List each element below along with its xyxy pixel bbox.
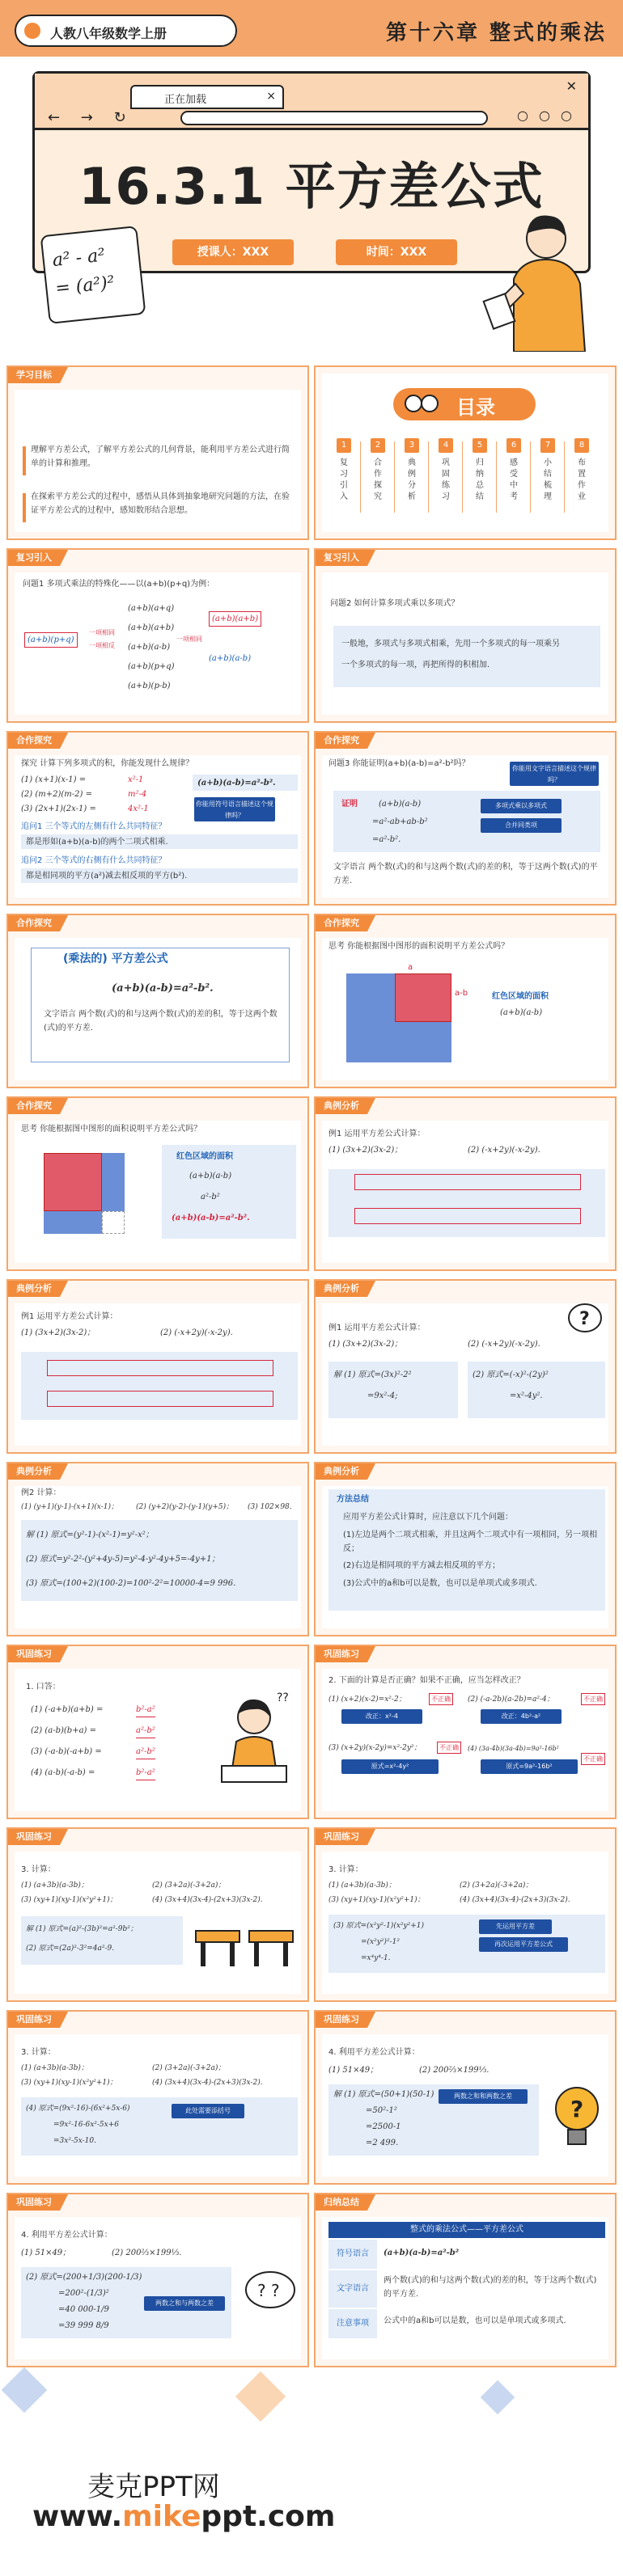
slide-example-1a [314, 1096, 617, 1271]
question: 3. 计算： [21, 2048, 56, 2057]
hint-bubble: 你能用符号语言描述这个规律吗？ [194, 797, 275, 821]
problem: (3) (xy+1)(xy-1)(x²y²+1)； [21, 1896, 117, 1904]
row-3: (3) (2x+1)(2x-1) = [21, 804, 96, 813]
slide-tag: 合作探究 [8, 915, 60, 931]
thinking-cloud-icon [241, 2266, 298, 2330]
item: (4) (3a-4b)(3a-4b)=9a²-16b² [468, 1745, 559, 1752]
slide-explore-2 [314, 731, 617, 906]
step-badge: 此处需要添括号 [172, 2104, 244, 2118]
contents-item[interactable] [330, 438, 358, 519]
follow-q2: 追问2 三个等式的右侧有什么共同特征？ [21, 856, 167, 865]
hint-bubble: 你能用文字语言描述这个规律吗？ [510, 762, 599, 786]
formula: (a+b)(a-b)=a²-b². [112, 982, 214, 995]
problem-2: (2) (-x+2y)(-x-2y). [468, 1146, 540, 1155]
solution-line: =x²-4y². [510, 1391, 543, 1400]
slide-tag: 典例分析 [316, 1463, 367, 1480]
question: 3. 计算： [328, 1865, 363, 1874]
slide-tag: 巩固练习 [8, 2012, 60, 2028]
contents-divider [564, 441, 565, 513]
slide-think-2 [6, 1096, 309, 1271]
brand-name: 麦克PPT网 [87, 2471, 220, 2503]
answer: a²-b² [136, 1724, 155, 1738]
item: (1) (x+2)(x-2)=x²-2； [328, 1696, 406, 1704]
slide-tag: 巩固练习 [316, 2012, 367, 2028]
slide-method-summary [314, 1462, 617, 1636]
tab-label: 正在加载 [164, 94, 207, 106]
bullet-bar [23, 493, 26, 522]
slide-body [15, 938, 301, 1080]
result-1: x²-1 [128, 775, 144, 784]
brand-url[interactable] [32, 2500, 335, 2533]
contents-item[interactable] [534, 438, 562, 519]
time-pill: 时间：XXX [336, 239, 457, 265]
slide-body [322, 572, 608, 715]
problem: (2) (3+2a)(-3+2a)； [460, 1881, 533, 1890]
slide-tag: 典例分析 [316, 1098, 367, 1114]
formula-boxes [47, 1391, 273, 1407]
contents-divider [360, 441, 361, 513]
hero-section [0, 0, 623, 356]
solution-line: (4) 原式=(9x²-16)-(6x²+5x-6) [26, 2105, 130, 2113]
problem: (4) (3x+4)(3x-4)-(2x+3)(3x-2). [152, 1896, 263, 1904]
expr: (a+b)(p-b) [128, 682, 171, 690]
problem: (3) (xy+1)(xy-1)(x²y²+1)； [328, 1896, 425, 1904]
goal-2: 在探索平方差公式的过程中，感悟从具体到抽象地研究问题的方法，在验证平方差公式的过程中，感知数形结合思想。 [31, 492, 290, 515]
contents-divider [394, 441, 395, 513]
row-value: 两个数(式)的和与这两个数(式)的差的积，等于这两个数(式)的平方差. [384, 2276, 597, 2299]
slide-body [322, 1486, 608, 1628]
slide-body [322, 1669, 608, 1811]
slide-tag: 合作探究 [8, 1098, 60, 1114]
expr: (a+b)(p+q) [128, 662, 175, 671]
row-head: 文字语言 [328, 2270, 377, 2308]
formula-badge [40, 226, 146, 324]
question: 问题1 多项式乘法的特殊化——以(a+b)(p+q)为例： [23, 580, 215, 589]
slide-tag: 归纳总结 [316, 2194, 367, 2211]
problem: (2) (3+2a)(-3+2a)； [152, 2064, 226, 2072]
contents-number: 5 [473, 438, 487, 453]
problem: (4) (3x+4)(3x-4)-(2x+3)(3x-2). [460, 1896, 570, 1904]
slide-tag: 巩固练习 [316, 1646, 367, 1662]
slide-example-1c [314, 1279, 617, 1454]
answer-line2: 一个多项式的每一项，再把所得的积相加. [341, 661, 490, 669]
close-icon[interactable]: × [266, 90, 276, 103]
step-badge: 多项式乘以多项式 [481, 799, 562, 813]
problem: (1) (a+3b)(a-3b)； [21, 1881, 88, 1890]
row-head: 注意事项 [328, 2309, 377, 2338]
slide-example-2 [6, 1462, 309, 1636]
contents-label: 巩固练习 [442, 458, 450, 501]
slide-practice-3b [314, 1827, 617, 2002]
course-pill [15, 15, 237, 47]
slide-practice-2 [314, 1645, 617, 1819]
problem: (4) (3x+4)(3x-4)-(2x+3)(3x-2). [152, 2079, 263, 2087]
step-badge: 两数之和和两数之差 [439, 2089, 528, 2104]
row-value: 公式中的a和b可以是数，也可以是单项式或多项式. [384, 2316, 566, 2325]
formula-boxes [354, 1208, 581, 1224]
problem: (1) (a+3b)(a-3b)； [21, 2064, 88, 2072]
contents-number: 3 [405, 438, 419, 453]
solution-line: (3) 原式=(x²y²-1)(x²y²+1) [333, 1922, 424, 1930]
contents-item[interactable] [398, 438, 426, 519]
solution-line: =50²-1² [366, 2106, 397, 2115]
slide-explore-1 [6, 731, 309, 906]
proof-line: =a²-b². [372, 835, 401, 844]
slide-tag: 合作探究 [8, 733, 60, 749]
svg-text:?: ? [579, 1309, 590, 1329]
slide-body [15, 1486, 301, 1628]
relation-label: 一项相反 [89, 642, 115, 649]
slide-think-1 [314, 914, 617, 1088]
solution-line: 解 (1) 原式=(3x)²-2² [333, 1370, 412, 1379]
main-title: 16.3.1 平方差公式 [78, 157, 545, 216]
question: 例2 计算： [21, 1489, 61, 1497]
eye-icon [421, 395, 439, 412]
solution-line: =2500-1 [366, 2122, 401, 2131]
question: 思考 你能根据图中图形的面积说明平方差公式吗？ [21, 1125, 202, 1134]
badge-line2: = (a²)² [54, 272, 116, 299]
solution-line: (3) 原式=(100+2)(100-2)=100²-2²=10000-4=9 996. [26, 1579, 236, 1588]
step-badge: 合并同类项 [481, 818, 562, 833]
problem-1: (1) (y+1)(y-1)-(x+1)(x-1)； [21, 1503, 118, 1511]
slide-body [15, 2034, 301, 2177]
step-badge: 先运用平方差 [479, 1919, 552, 1934]
slide-formula [6, 914, 309, 1088]
slide-body [15, 755, 301, 897]
contents-label: 小结梳理 [544, 458, 552, 501]
slide-body [15, 1669, 301, 1811]
slide-summary [314, 2193, 617, 2367]
follow-q1: 追问1 三个等式的左侧有什么共同特征？ [21, 822, 167, 831]
answer: b²-a² [136, 1766, 155, 1780]
relation-label: 一项相同 [89, 629, 115, 636]
contents-divider [530, 441, 531, 513]
course-label: 人教八年级数学上册 [50, 26, 167, 41]
slide-tag: 合作探究 [316, 915, 367, 931]
slide-tag: 学习目标 [8, 367, 60, 383]
url-bar[interactable] [180, 111, 488, 125]
teacher-illustration [481, 206, 595, 352]
footer-brand [0, 2450, 623, 2576]
formula-desc: 文字语言 两个数(式)的和与这两个数(式)的差的积，等于这两个数(式)的平方差. [44, 1010, 278, 1033]
question-bubble-icon [565, 1300, 605, 1341]
item: (2) (a-b)(b+a) = [31, 1726, 96, 1735]
solution-line: (2) 原式=(200+1/3)(200-1/3) [26, 2273, 142, 2282]
correction: 原式=9a²-16b² [481, 1759, 578, 1774]
problem: (1) 51×49； [328, 2066, 379, 2075]
solution-line: (2) 原式=y²-2²-(y²+4y-5)=y²-4-y²-4y+5=-4y+1； [26, 1555, 220, 1564]
solution-line: =39 999 8/9 [58, 2321, 109, 2330]
slide-tag: 巩固练习 [316, 1829, 367, 1845]
problem: (1) (a+3b)(a-3b)； [328, 1881, 396, 1890]
contents-label: 复习引入 [340, 458, 348, 501]
slide-tag: 典例分析 [8, 1281, 60, 1297]
slide-body [322, 2034, 608, 2177]
problem: (1) 51×49； [21, 2249, 71, 2257]
nav-arrows-icon[interactable]: ← → ↻ [48, 109, 134, 126]
mark: 不正确 [581, 1753, 605, 1765]
answer: b²-a² [136, 1703, 155, 1717]
svg-text:? ?: ? ? [257, 2281, 280, 2300]
solution-line: =9x²-16-6x²-5x+6 [53, 2121, 120, 2129]
question: 1. 口答： [26, 1683, 61, 1691]
proof-line: (a+b)(a-b) [379, 800, 422, 809]
slide-body [322, 938, 608, 1080]
slide-body [15, 2217, 301, 2359]
problem-2: (2) (-x+2y)(-x-2y). [468, 1340, 540, 1349]
slide-tag: 典例分析 [8, 1463, 60, 1480]
bullet-bar [23, 446, 26, 475]
result-2: m²-4 [128, 790, 147, 799]
problem-3: (3) 102×98. [248, 1503, 292, 1511]
url-mid: mike [122, 2500, 201, 2533]
contents-list [330, 438, 604, 519]
proof-line: =a²-ab+ab-b² [372, 817, 428, 826]
slide-tag: 巩固练习 [8, 1646, 60, 1662]
question: 例1 运用平方差公式计算： [21, 1312, 118, 1321]
area-value: (a+b)(a-b) [189, 1172, 232, 1180]
solution-line: =40 000-1/9 [58, 2305, 109, 2314]
summary-line: (1)左边是两个二项式相乘，并且这两个二项式中有一项相同，另一项相反； [343, 1531, 598, 1553]
url-prefix: www. [32, 2500, 123, 2533]
svg-text:?: ? [570, 2096, 584, 2122]
answer-line1: 一般地，多项式与多项式相乘，先用一个多项式的每一项乘另 [341, 640, 560, 648]
item: (2) (-a-2b)(a-2b)=a²-4； [468, 1696, 554, 1704]
contents-item[interactable] [364, 438, 392, 519]
expr: (a+b)(a-b) [128, 643, 171, 652]
slide-tag: 合作探究 [316, 733, 367, 749]
solution-line: (2) 原式=(2a)²-3²=4a²-9. [26, 1945, 115, 1953]
problem: (3) (xy+1)(xy-1)(x²y²+1)； [21, 2079, 117, 2087]
solution-line: (2) 原式=(-x)²-(2y)² [473, 1370, 549, 1379]
lightbulb-icon [549, 2083, 605, 2156]
area-result: (a+b)(a-b)=a²-b². [172, 1214, 250, 1223]
question: 3. 计算： [21, 1865, 56, 1874]
summary-line: 应用平方差公式计算时，应注意以下几个问题： [343, 1513, 513, 1522]
correction: 改正：x²-4 [341, 1709, 422, 1724]
contents-label: 布置作业 [578, 458, 586, 501]
question: 问题2 如何计算多项式乘以多项式？ [330, 599, 460, 608]
eye-icon [405, 395, 422, 412]
slide-body [15, 1303, 301, 1446]
solution-line: =2 499. [366, 2139, 399, 2147]
expr: (a+b)(a+q) [128, 604, 175, 613]
row-value: (a+b)(a-b)=a²-b² [384, 2249, 460, 2257]
badge-line1: a² - a² [51, 245, 107, 272]
slide-body [15, 390, 301, 532]
slide-tag: 复习引入 [8, 550, 60, 566]
contents-number: 8 [574, 438, 589, 453]
contents-divider [462, 441, 463, 513]
question: 4. 利用平方差公式计算： [328, 2048, 420, 2057]
contents-number: 1 [337, 438, 351, 453]
solution-line: =9x²-4; [367, 1391, 398, 1400]
row-2: (2) (m+2)(m-2) = [21, 790, 92, 799]
base-expr: (a+b)(p+q) [24, 632, 78, 648]
question: 探究 计算下列多项式的积，你能发现什么规律？ [21, 759, 194, 768]
contents-divider [496, 441, 497, 513]
problem-1: (1) (3x+2)(3x-2)； [21, 1328, 95, 1337]
contents-label: 感受中考 [510, 458, 518, 501]
slide-practice-3c [6, 2010, 309, 2185]
slide-body [322, 755, 608, 897]
correction: 改正：4b²-a² [481, 1709, 562, 1724]
slide-body [15, 572, 301, 715]
item: (3) (x+2y)(x-2y)=x²-2y²； [328, 1744, 422, 1752]
item: (3) (-a-b)(-a+b) = [31, 1747, 102, 1756]
problem-1: (1) (3x+2)(3x-2)； [328, 1146, 403, 1155]
formula-title: (乘法的) 平方差公式 [60, 952, 172, 966]
solution-line: =x⁴y⁴-1. [361, 1954, 391, 1962]
decor-shape [235, 2371, 286, 2422]
follow-a2: 都是相同项的平方(a²)减去相反项的平方(b²). [26, 872, 188, 880]
slide-example-1b [6, 1279, 309, 1454]
correction: 原式=x²-4y² [341, 1759, 439, 1774]
area-heading: 红色区域的面积 [176, 1152, 233, 1161]
solution-line: 解 (1) 原式=(y²-1)-(x²-1)=y²-x²； [26, 1531, 154, 1539]
slide-tag: 复习引入 [316, 550, 367, 566]
result-3: 4x²-1 [128, 804, 149, 813]
menu-dots-icon[interactable]: ○ ○ ○ [516, 108, 575, 123]
item: (1) (-a+b)(a+b) = [31, 1705, 104, 1714]
slide-tag: 巩固练习 [8, 1829, 60, 1845]
slide-review-1 [6, 548, 309, 723]
desk-illustration [193, 1916, 298, 1973]
red-region [44, 1153, 102, 1211]
conclusion: 文字语言 两个数(式)的和与这两个数(式)的差的积，等于这两个数(式)的平方差. [333, 863, 598, 885]
window-close-icon[interactable]: ✕ [566, 78, 577, 94]
student-illustration [214, 1685, 295, 1790]
slide-learning-goals [6, 365, 309, 540]
slide-body [322, 2217, 608, 2359]
item: (4) (a-b)(-a-b) = [31, 1768, 95, 1777]
formula-boxes [47, 1360, 273, 1376]
contents-item[interactable] [432, 438, 460, 519]
presenter-pill: 授课人：XXX [172, 239, 294, 265]
contents-number: 4 [439, 438, 453, 453]
cut-square [102, 1211, 125, 1234]
slide-body [322, 1852, 608, 1994]
red-region [395, 973, 451, 1022]
solution-line: 解 (1) 原式=(50+1)(50-1) [333, 2090, 434, 2099]
contents-item[interactable] [466, 438, 494, 519]
slide-body [15, 1852, 301, 1994]
area-heading: 红色区域的面积 [492, 992, 549, 1001]
step-badge: 再次运用平方差公式 [479, 1937, 568, 1952]
solution-line: =200²-(1/3)² [58, 2289, 109, 2298]
area-value: (a+b)(a-b) [500, 1008, 543, 1017]
goal-1: 理解平方差公式，了解平方差公式的几何背景，能利用平方差公式进行简单的计算和推理。 [31, 446, 290, 468]
solution-line: =3x²-5x-10. [53, 2137, 96, 2145]
row-1: (1) (x+1)(x-1) = [21, 775, 87, 784]
slide-body [322, 374, 608, 532]
contents-label: 归纳总结 [476, 458, 484, 501]
mark: 不正确 [437, 1742, 461, 1754]
slide-tag: 巩固练习 [8, 2194, 60, 2211]
problem: (2) (3+2a)(-3+2a)； [152, 1881, 226, 1890]
solution-line: 解 (1) 原式=(a)²-(3b)²=a²-9b²； [26, 1925, 138, 1933]
formula: (a+b)(a-b)=a²-b². [197, 779, 276, 788]
formula-boxes [354, 1174, 581, 1190]
slide-body [322, 1121, 608, 1263]
question: 例1 运用平方差公式计算： [328, 1324, 426, 1332]
slide-practice-1 [6, 1645, 309, 1819]
contents-number: 7 [540, 438, 555, 453]
side-label: a-b [455, 989, 468, 998]
question: 2. 下面的计算是否正确？如果不正确，应当怎样改正？ [328, 1676, 525, 1685]
side-label: a [408, 963, 413, 972]
svg-text:??: ?? [277, 1691, 289, 1704]
row-head: 符号语言 [328, 2240, 377, 2269]
slide-tag: 典例分析 [316, 1281, 367, 1297]
area-value: a²-b² [201, 1193, 220, 1201]
slide-practice-3a [6, 1827, 309, 2002]
slide-body [322, 1303, 608, 1446]
problem: (2) 200⅔×199⅓. [112, 2249, 182, 2257]
url-suffix: ppt.com [201, 2500, 336, 2533]
slide-contents [314, 365, 617, 540]
contents-item[interactable] [500, 438, 528, 519]
expr: (a+b)(a+b) [128, 623, 175, 632]
step-badge: 两数之和与两数之差 [144, 2296, 225, 2311]
dot-icon [24, 23, 40, 39]
mark: 不正确 [429, 1693, 453, 1705]
proof-label: 证明 [341, 800, 358, 809]
browser-bar [35, 74, 588, 130]
browser-tab[interactable] [130, 85, 284, 109]
summary-title: 方法总结 [337, 1495, 369, 1504]
mark: 不正确 [581, 1693, 605, 1705]
slide-review-2 [314, 548, 617, 723]
summary-line: (2)右边是相同项的平方减去相反项的平方； [343, 1561, 501, 1570]
result-expr: (a+b)(a-b) [209, 654, 252, 663]
result-expr: (a+b)(a+b) [209, 611, 261, 627]
slide-practice-4a [314, 2010, 617, 2185]
follow-a1: 都是形如(a+b)(a-b)的两个二项式相乘. [26, 838, 168, 847]
problem-2: (2) (-x+2y)(-x-2y). [160, 1328, 233, 1337]
contents-banner [393, 388, 536, 420]
problem-1: (1) (3x+2)(3x-2)； [328, 1340, 403, 1349]
contents-divider [428, 441, 429, 513]
slide-body [15, 1121, 301, 1263]
answer-box [333, 626, 600, 687]
summary-head: 整式的乘法公式——平方差公式 [328, 2222, 605, 2238]
contents-item[interactable] [568, 438, 595, 519]
contents-title: 目录 [456, 396, 495, 419]
question: 例1 运用平方差公式计算： [328, 1130, 426, 1138]
problem-2: (2) (y+2)(y-2)-(y-1)(y+5)； [136, 1503, 234, 1511]
contents-label: 合作探究 [374, 458, 382, 501]
summary-line: (3)公式中的a和b可以是数，也可以是单项式或多项式. [343, 1579, 537, 1588]
question: 4. 利用平方差公式计算： [21, 2231, 112, 2240]
question: 思考 你能根据图中图形的面积说明平方差公式吗？ [328, 942, 510, 951]
answer: a²-b² [136, 1745, 155, 1759]
relation-label: 一项相同 [176, 636, 202, 643]
decor-shape [481, 2380, 515, 2414]
contents-number: 6 [506, 438, 521, 453]
decor-shape [2, 2367, 48, 2413]
question: 问题3 你能证明(a+b)(a-b)=a²-b²吗？ [328, 759, 470, 768]
chapter-title: 第十六章 整式的乘法 [385, 21, 607, 45]
slide-practice-4b [6, 2193, 309, 2367]
solution-line: =(x²y²)²-1² [361, 1938, 400, 1946]
problem: (2) 200⅔×199⅓. [419, 2066, 490, 2075]
contents-label: 典例分析 [408, 458, 416, 501]
contents-number: 2 [371, 438, 385, 453]
